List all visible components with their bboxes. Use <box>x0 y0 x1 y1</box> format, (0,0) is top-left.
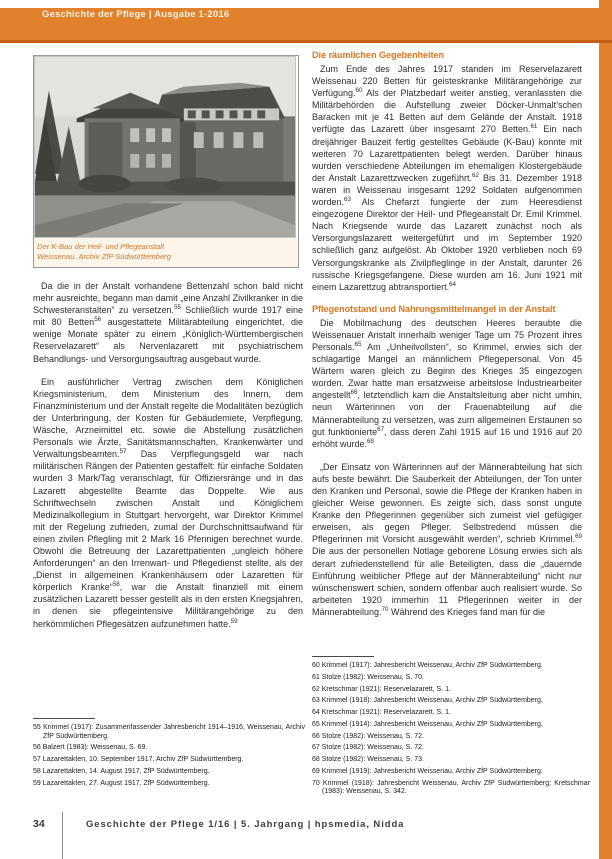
footnote-number: 62 <box>312 685 320 693</box>
footnote-marker: 70 <box>381 605 389 613</box>
footnote-marker: 65 <box>354 340 362 348</box>
footnote-number: 65 <box>312 720 320 728</box>
footnote-marker: 67 <box>377 425 385 433</box>
photo-caption <box>34 238 298 267</box>
left-column <box>33 55 303 641</box>
footnote-marker: 61 <box>530 123 538 131</box>
footnote: 65 Krimmel (1914): Jahresbericht Weissenau, Archiv ZfP Südwürttemberg. <box>312 720 543 728</box>
footnote-marker: 57 <box>119 448 127 456</box>
header-rule <box>0 40 612 43</box>
footnote: 63 Krimmel (1918): Jahresbericht Weissenau, Archiv ZfP Südwürttemberg. <box>312 697 543 705</box>
footnote-number: 64 <box>312 709 320 717</box>
section-text-pflegenotstand <box>312 317 582 618</box>
footnote: 60 Krimmel (1917): Jahresbericht Weissenau, Archiv ZfP Südwürttemberg. <box>312 662 543 669</box>
footnote-list-right <box>312 662 590 797</box>
footnote-marker: 68 <box>367 437 374 445</box>
photo-caption-line1: Der K-Bau der Heil- und Pflegeanstalt <box>37 242 165 251</box>
footnote: 67 Stolze (1982): Weissenau, S. 72. <box>312 744 424 752</box>
footnote-number: 61 <box>312 673 320 681</box>
section-text-raeumliche-gegebenheiten <box>312 63 582 293</box>
footnote-number: 56 <box>33 744 41 752</box>
page-number: 34 <box>33 818 45 830</box>
footnote-number: 68 <box>312 756 320 764</box>
footnote-number: 57 <box>33 756 41 764</box>
paragraph: Da die in der Anstalt vorhandene Bettenzahl schon bald nicht mehr ausreichte, begann man damit „eine Anzahl Zivilkranker in die Schwesteranstalten“ zu versetzen.$^{55}$ Schließlich wurde 1917 eine mit 80 Betten$^{56}$ ausgestattete Militärabteilung eingerichtet, die wenige Monate später zu einem „Königlich-Württembergischen Reservelazarett“ als Nervenlazarett mit psychiatrischem Behandlungs- und Versorgungsauftrag ausgebaut wurde. <box>33 281 303 364</box>
footnote: 57 Lazarettakten, 10. September 1917, Archiv ZfP Südwürttemberg. <box>33 756 244 764</box>
footnotes-right <box>312 656 590 800</box>
footnote-separator <box>33 718 95 719</box>
footnote-marker: 63 <box>344 196 351 204</box>
footnote-marker: 64 <box>449 280 456 288</box>
footnote-marker: 69 <box>575 533 582 541</box>
section-heading-pflegenotstand: Pflegenotstand und Nahrungsmittelmangel in der Anstalt <box>312 303 556 314</box>
footnote-number: 67 <box>312 744 320 752</box>
paragraph: „Der Einsatz von Wärterinnen auf der Männerabteilung hat sich aufs beste bewährt. Die Sauberkeit der Abteilungen, der Ton unter den Kranken und Personal, sowie die Pflege der Kranken haben in gleicher Weise gewonnen. Es zeigte sich, dass sonst ungute Kranke den Pflegerinnen gegenüber sich zumeist viel gefügiger erweisen, als gegen Pfleger. Selbstredend müssen die Pflegerinnen mit Vorsicht ausgewählt werden“, schrieb Krimmel.$^{69}$ Die aus der personellen Notlage geborene Lösung erwies sich als derart zufriedenstellend für alle Beteiligten, dass die „dauernde Einführung weiblicher Pflege auf der Männerabteilung“ nicht nur wünschenswert schien, sondern offenbar auch realisiert wurde. So arbeiteten 1920 immerhin 11 Pflegerinnen weiter in der Männerabteilung.$^{70}$ Während des Krieges fand man für die <box>312 461 582 617</box>
footer-journal-line: Geschichte der Pflege 1/16 | 5. Jahrgang | hpsmedia, Nidda <box>86 819 405 830</box>
footnote: 64 Kretschmar (1921): Reservelazarett, S. 1. <box>312 709 451 717</box>
footer-divider <box>62 812 63 859</box>
footnote: 61 Stolze (1982): Weissenau, S. 70. <box>312 673 424 681</box>
building-photo <box>34 56 296 238</box>
paragraph: Zum Ende des Jahres 1917 standen im Reservelazarett Weissenau 220 Betten für geisteskranke Militärangehörige zur Verfügung.$^{60}$ Als der Platzbedarf weiter anstieg, veranlassten die Militärbehörden die Aufstellung zweier Döcker-Unmalt’schen Baracken mit je 41 Betten auf dem Gelände der Anstalt. 1918 verfügte das Lazarett über insgesamt 270 Betten.$^{61}$ Ein nach dreijähriger Bauzeit fertig gestelltes Gebäude (K-Bau) konnte mit weiteren 70 Lazarettpatienten belegt werden. Darüber hinaus wurden verschiedene Abteilungen im ehemaligen Klostergebäude der Anstalt Lazarettzwecken zugeführt.$^{62}$ Bis 31. Dezember 1918 waren in Weissenau insgesamt 1292 Soldaten aufgenommen worden.$^{63}$ Als Chefarzt fungierte der zum Heeresdienst eingezogene Direktor der Heil- und Pflegeanstalt Dr. Emil Krimmel. Nach Kriegsende wurde das Lazarett zunächst noch als Versorgungslazarett weitergeführt und im September 1920 schließlich ganz aufgelöst. Ab Oktober 1920 verblieben noch 69 Versorgungskranke als Zivilpfleglinge in der Anstalt, darunter 26 russische Kriegsgefangene. Diese wurden am 16. Juni 1921 mit einem Lazarettzug abtransportiert.$^{64}$ <box>312 64 582 292</box>
footnote-marker: 55 <box>174 304 181 312</box>
footnote-number: 59 <box>33 779 41 787</box>
footnote-number: 60 <box>312 662 320 669</box>
footnotes-left <box>33 718 305 792</box>
footnote-marker: 66 <box>350 389 358 397</box>
footnote-marker: 60 <box>355 87 363 95</box>
footnote: 70 Krimmel (1918): Jahresbericht Weissenau, Archiv ZfP Südwürttemberg; Kretschmar (1983): Weissenau, S. 342. <box>312 779 590 796</box>
footnote: 55 Krimmel (1917): Zusammenfassender Jahresbericht 1914–1916, Weissenau, Archiv ZfP Südwürttemberg. <box>33 724 305 740</box>
footnote: 59 Lazarettakten, 27. August 1917, ZfP Südwürttemberg. <box>33 779 210 787</box>
footnote-marker: 59 <box>230 617 238 625</box>
left-column-text <box>33 280 303 630</box>
footnote: 56 Balzert (1983): Weissenau, S. 69. <box>33 744 148 752</box>
footnote-separator <box>312 656 374 657</box>
header-title: Geschichte der Pflege | Ausgabe 1-2016 <box>42 9 230 20</box>
paragraph: Die Mobilmachung des deutschen Heeres beraubte die Weissenauer Anstalt innerhalb weniger Tage um 75 Prozent ihres Personals.$^{65}$ Am „Unheilvollsten“, so Krimmel, erwies sich der schlagartige Mangel an männlichem Pflegepersonal. Von 45 Wärtern waren gleich zu Beginn des Krieges 35 eingezogen worden. Zwar hatte man ersatzweise arbeitslose Industriearbeiter angestellt$^{66}$, letztendlich kam die Anstaltsleitung aber nicht umhin, neun Wärterinnen von der Frauenabteilung auf die Männerabteilung zu versetzen, was zum allgemeinen Erstaunen so gut funktionierte$^{67}$, dass deren Zahl 1915 auf 16 und 1916 auf 20 erhöht wurde.$^{68}$ <box>312 317 582 449</box>
footnote: 69 Krimmel (1919): Jahresbericht Weissenau, Archiv ZfP Südwürttemberg. <box>312 768 543 776</box>
footnote: 68 Stolze (1982): Weissenau, S. 73. <box>312 756 424 764</box>
footnote-number: 55 <box>33 724 41 731</box>
footnote: 58 Lazarettakten, 14. August 1917, ZfP Südwürttemberg. <box>33 767 210 775</box>
right-edge-accent-strip <box>599 0 612 859</box>
footnote-number: 58 <box>33 767 41 775</box>
footnote-number: 70 <box>312 779 320 787</box>
footnote-list-left <box>33 724 305 788</box>
photo-figure <box>33 55 299 268</box>
footnote-marker: 58 <box>112 581 120 589</box>
footnote-number: 63 <box>312 697 320 705</box>
section-heading-raeumliche-gegebenheiten: Die räumlichen Gegebenheiten <box>312 50 444 60</box>
footnote-number: 66 <box>312 732 320 740</box>
footnote-number: 69 <box>312 768 320 776</box>
footnote: 66 Stolze (1982): Weissenau, S. 72. <box>312 732 424 740</box>
footnote: 62 Kretschmar (1921): Reservelazarett, S. 1. <box>312 685 451 693</box>
footnote-marker: 62 <box>472 171 479 179</box>
photo-caption-line2: Weissenau. Archiv ZfP Südwürttemberg <box>37 252 171 261</box>
paragraph: Ein ausführlicher Vertrag zwischen dem Königlichen Kriegsministerium, dem Ministerium des Innern, dem Finanzministerium und der Anstalt regelte die Modalitäten bezüglich der Unterbringung, der Kosten für Gebäudemiete, Verpflegung, Wäsche, Arzneimittel etc. sowie die Abstellung zusätzlichen Personals wie Ärzte, Sanitätsmannschaften, Krankenwärter und Verwaltungsbeamten.$^{57}$ Das Verpflegungsgeld war nach militärischen Rängen der Patienten gestaffelt: für einfache Soldaten wurden 3 Mark/Tag veranschlagt, für Offiziersränge und in das Lazarett abgestellte Beamte das Doppelte. Wie aus Schriftwechseln zwischen Anstalt und Königlichem Medizinalkollegium in Stuttgart hervorgeht, war Direktor Krimmel mit der Regelung zufrieden, zumal der Durchschnittsaufwand für einen zivilen Pflegling mit 2 Mark 16 Pfennigen berechnet wurde. Obwohl die Betreuung der Lazarettpatienten „ungleich höhere Anforderungen“ an den Irrenwart- und Pflegedienst stellte, als der „Dienst in allgemeinen Krankenhäusern oder Lazaretten für körperlich Kranke“$^{58}$, war die Anstalt finanziell mit einem zusätzlichen Lazarett besser gestellt als in den ersten Kriegsjahren, in denen sie pflegeintensive Militärangehörige zu den herkömmlichen Pflegesätzen aufzunehmen hatte.$^{59}$ <box>33 376 303 629</box>
footnote-marker: 56 <box>94 316 102 324</box>
right-column <box>312 50 582 629</box>
